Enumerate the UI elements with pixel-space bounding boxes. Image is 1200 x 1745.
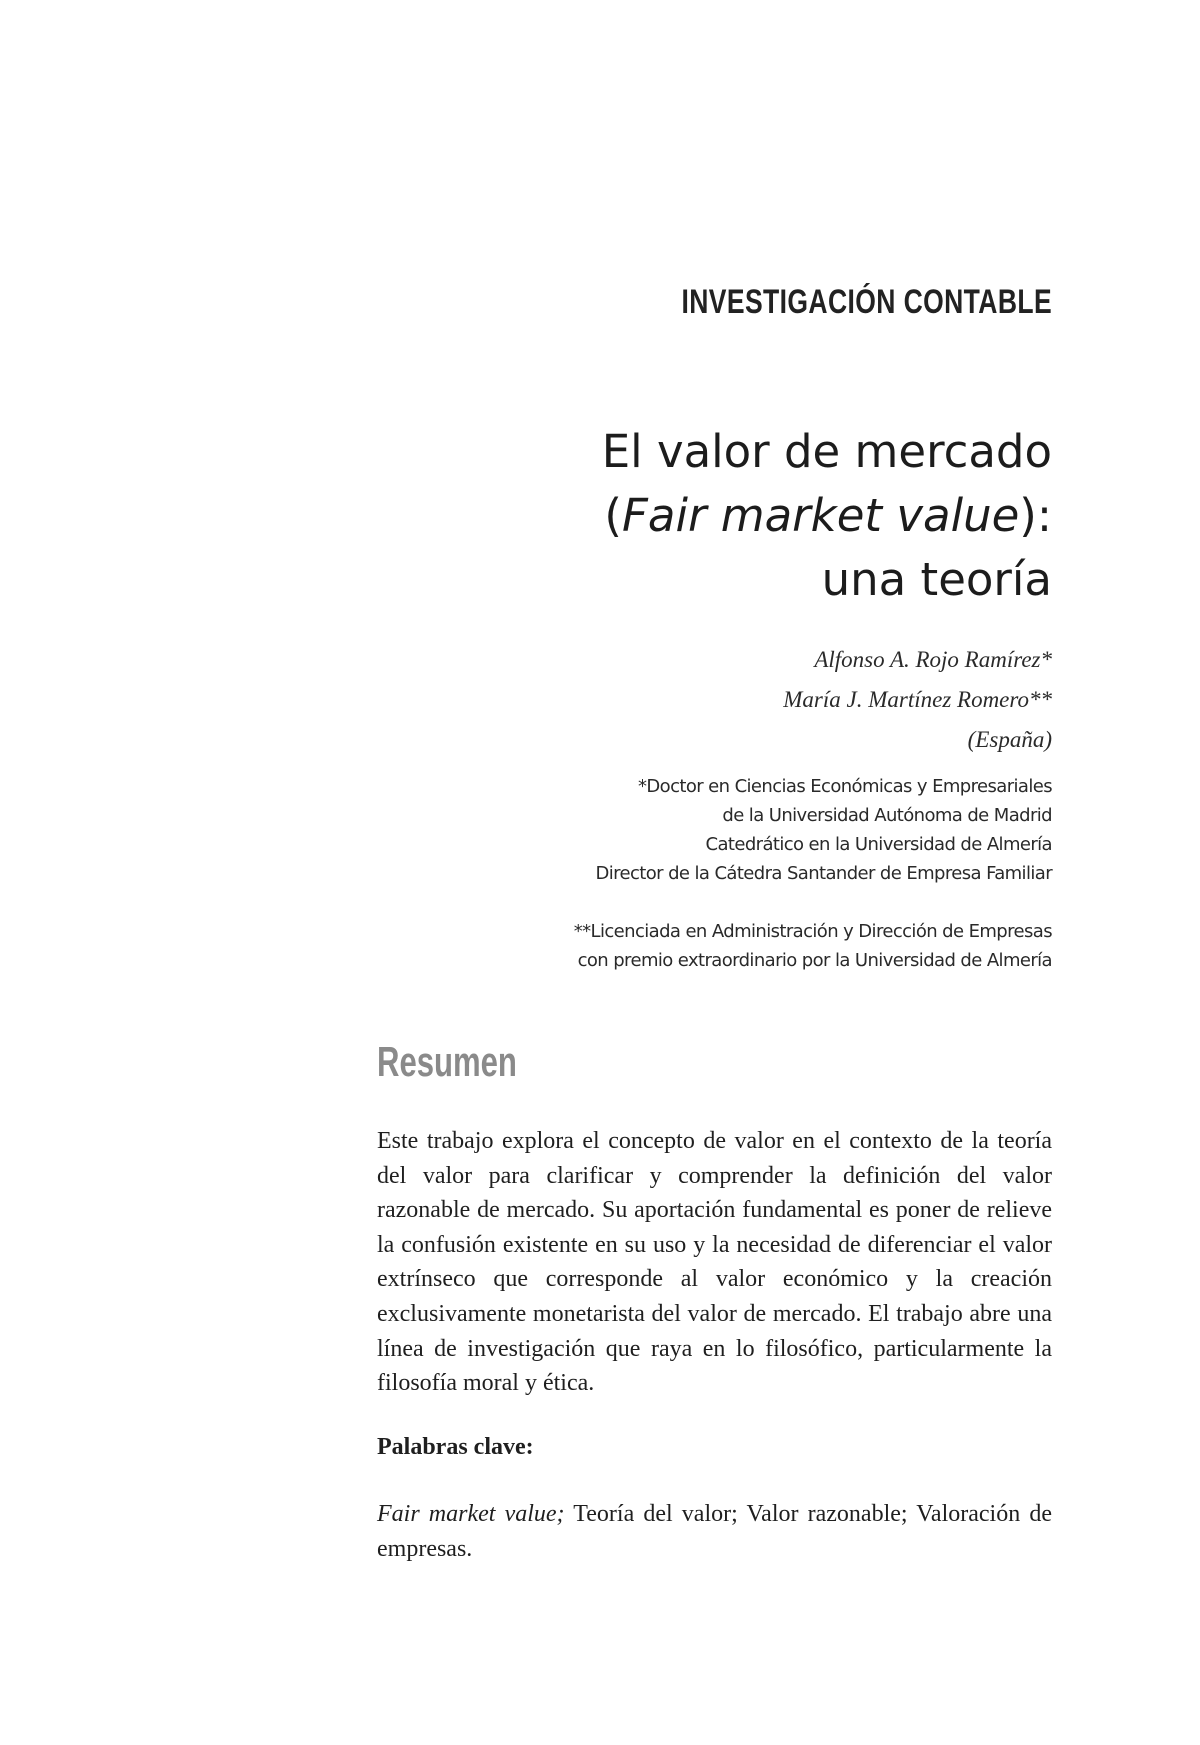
title-italic: Fair market value [621, 489, 1020, 542]
title-paren-open: ( [604, 489, 622, 542]
affiliation-2 [574, 917, 1052, 975]
keywords-heading: Palabras clave: [377, 1434, 534, 1460]
affiliation-1-line: Director de la Cátedra Santander de Empresa Familiar [595, 863, 1052, 884]
author-2: María J. Martínez Romero** [783, 687, 1052, 712]
affiliation-2-line: con premio extraordinario por la Universidad de Almería [577, 950, 1052, 971]
keywords-italic: Fair market value; [377, 1501, 565, 1527]
abstract-text: Este trabajo explora el concepto de valor en el contexto de la teoría del valor para clarificar y comprender la definición del valor razonable de mercado. Su aportación fundamental es poner de relieve la confusión existente en su uso y la necesidad de diferenciar el valor extrínseco que corresponde al valor económico y la creación exclusivamente monetarista del valor de mercado. El trabajo abre una línea de investigación que raya en lo filosófico, particularmente la filosofía moral y ética. [377, 1128, 1052, 1397]
author-1: Alfonso A. Rojo Ramírez* [814, 647, 1052, 672]
author-country: (España) [967, 727, 1052, 752]
affiliation-1-line: *Doctor en Ciencias Económicas y Empresariales [638, 776, 1052, 797]
title-line-1: El valor de mercado [601, 425, 1052, 478]
title-paren-close: ): [1019, 489, 1052, 542]
article-title [602, 420, 1052, 612]
affiliation-1 [595, 772, 1052, 888]
affiliation-1-line: de la Universidad Autónoma de Madrid [722, 805, 1052, 826]
keywords-rest: Teoría del valor; Valor razonable; Valoración de empresas. [377, 1501, 1053, 1562]
affiliation-1-line: Catedrático en la Universidad de Almería [705, 834, 1052, 855]
title-line-3: una teoría [821, 553, 1052, 606]
section-label: INVESTIGACIÓN CONTABLE [681, 283, 1052, 321]
author-block [783, 640, 1052, 760]
keywords-text [377, 1497, 1052, 1566]
affiliation-2-line: **Licenciada en Administración y Dirección de Empresas [573, 921, 1052, 942]
title-line-2 [602, 484, 1052, 548]
resumen-heading: Resumen [377, 1038, 517, 1085]
